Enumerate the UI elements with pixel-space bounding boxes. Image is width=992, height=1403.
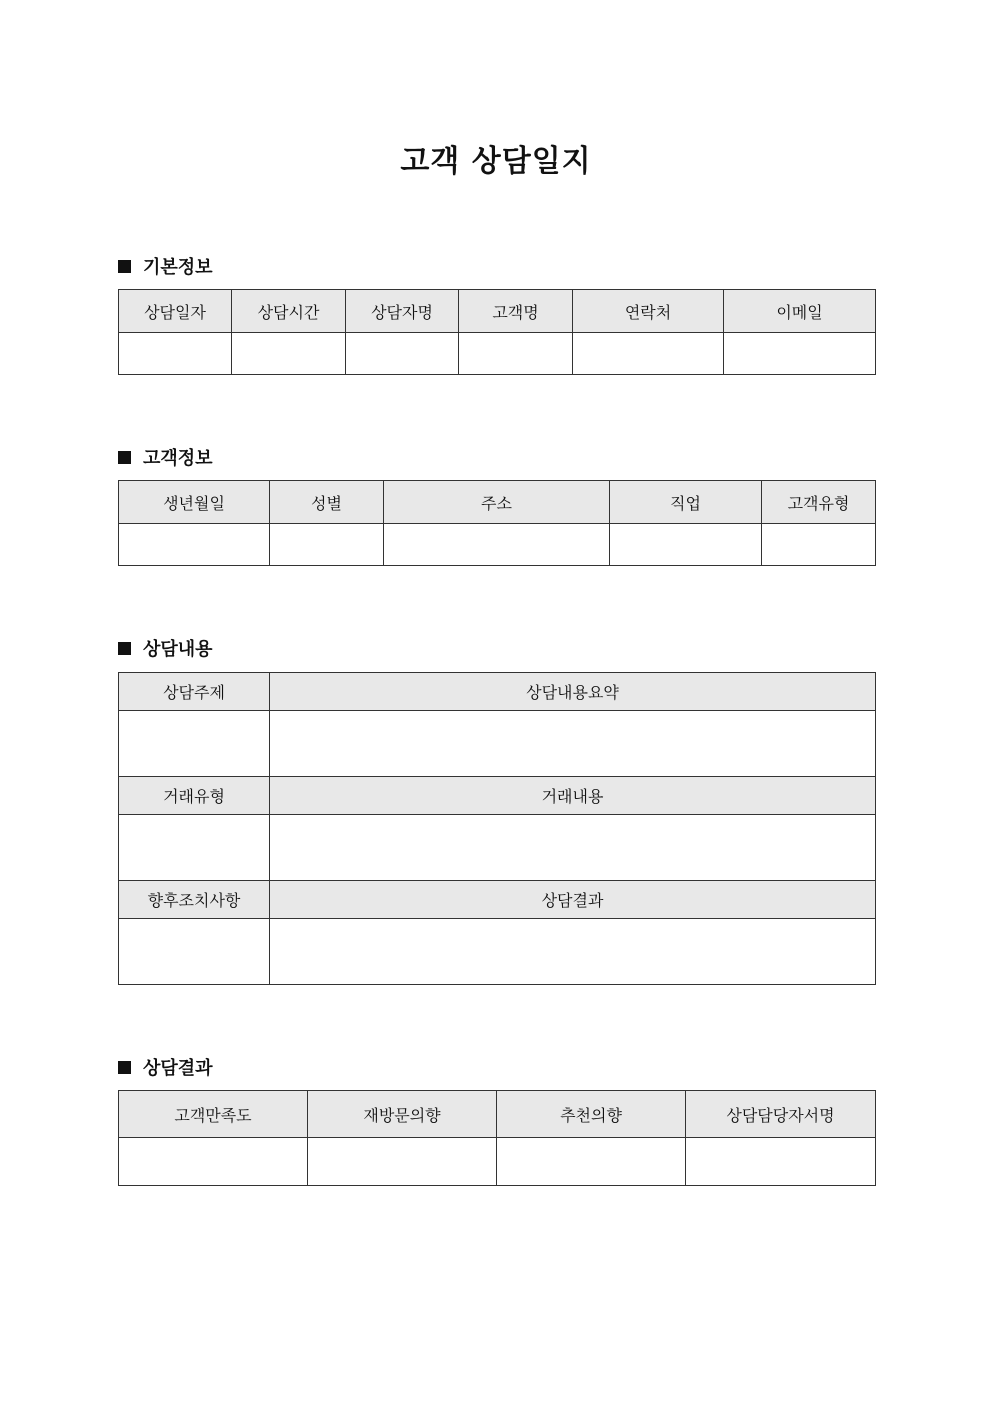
header-birthdate: 생년월일 bbox=[119, 481, 270, 524]
section-heading-consult-content bbox=[118, 635, 213, 661]
input-cell-occupation[interactable] bbox=[610, 524, 762, 566]
section-title: 고객정보 bbox=[143, 448, 213, 469]
input-cell-follow-up-actions[interactable] bbox=[119, 919, 270, 985]
header-email: 이메일 bbox=[724, 290, 876, 333]
header-customer-name: 고객명 bbox=[459, 290, 573, 333]
section-heading-consult-result bbox=[118, 1054, 213, 1080]
input-cell-consult-summary[interactable] bbox=[270, 711, 876, 777]
input-cell-revisit-intention[interactable] bbox=[308, 1138, 497, 1186]
input-cell-contact[interactable] bbox=[573, 333, 724, 375]
document-title: 고객 상담일지 bbox=[400, 144, 592, 179]
header-counselor-signature: 상담담당자서명 bbox=[686, 1091, 876, 1138]
basic-info-table bbox=[118, 289, 876, 375]
section-title: 기본정보 bbox=[143, 257, 213, 278]
header-customer-satisfaction: 고객만족도 bbox=[119, 1091, 308, 1138]
consult-result-table bbox=[118, 1090, 876, 1186]
input-cell-address[interactable] bbox=[384, 524, 610, 566]
input-cell-consult-topic[interactable] bbox=[119, 711, 270, 777]
header-follow-up-actions: 향후조치사항 bbox=[119, 881, 270, 919]
header-consult-topic: 상담주제 bbox=[119, 673, 270, 711]
input-cell-customer-type[interactable] bbox=[762, 524, 876, 566]
input-cell-transaction-type[interactable] bbox=[119, 815, 270, 881]
section-title: 상담내용 bbox=[143, 639, 213, 660]
input-cell-consult-date[interactable] bbox=[119, 333, 232, 375]
header-consult-outcome: 상담결과 bbox=[270, 881, 876, 919]
input-cell-recommend-intention[interactable] bbox=[497, 1138, 686, 1186]
header-consult-summary: 상담내용요약 bbox=[270, 673, 876, 711]
header-transaction-details: 거래내용 bbox=[270, 777, 876, 815]
section-heading-basic-info bbox=[118, 253, 213, 279]
input-cell-customer-satisfaction[interactable] bbox=[119, 1138, 308, 1186]
input-cell-counselor-signature[interactable] bbox=[686, 1138, 876, 1186]
header-contact: 연락처 bbox=[573, 290, 724, 333]
consult-content-table bbox=[118, 672, 876, 985]
square-bullet-icon bbox=[118, 451, 131, 464]
input-cell-counselor-name[interactable] bbox=[346, 333, 459, 375]
square-bullet-icon bbox=[118, 642, 131, 655]
header-customer-type: 고객유형 bbox=[762, 481, 876, 524]
input-cell-gender[interactable] bbox=[270, 524, 384, 566]
header-address: 주소 bbox=[384, 481, 610, 524]
header-gender: 성별 bbox=[270, 481, 384, 524]
header-recommend-intention: 추천의향 bbox=[497, 1091, 686, 1138]
customer-info-table bbox=[118, 480, 876, 566]
input-cell-transaction-details[interactable] bbox=[270, 815, 876, 881]
header-consult-date: 상담일자 bbox=[119, 290, 232, 333]
input-cell-consult-outcome[interactable] bbox=[270, 919, 876, 985]
input-cell-birthdate[interactable] bbox=[119, 524, 270, 566]
header-consult-time: 상담시간 bbox=[232, 290, 346, 333]
section-title: 상담결과 bbox=[143, 1058, 213, 1079]
header-occupation: 직업 bbox=[610, 481, 762, 524]
section-heading-customer-info bbox=[118, 444, 213, 470]
square-bullet-icon bbox=[118, 1061, 131, 1074]
input-cell-email[interactable] bbox=[724, 333, 876, 375]
header-counselor-name: 상담자명 bbox=[346, 290, 459, 333]
input-cell-consult-time[interactable] bbox=[232, 333, 346, 375]
header-revisit-intention: 재방문의향 bbox=[308, 1091, 497, 1138]
input-cell-customer-name[interactable] bbox=[459, 333, 573, 375]
square-bullet-icon bbox=[118, 260, 131, 273]
header-transaction-type: 거래유형 bbox=[119, 777, 270, 815]
